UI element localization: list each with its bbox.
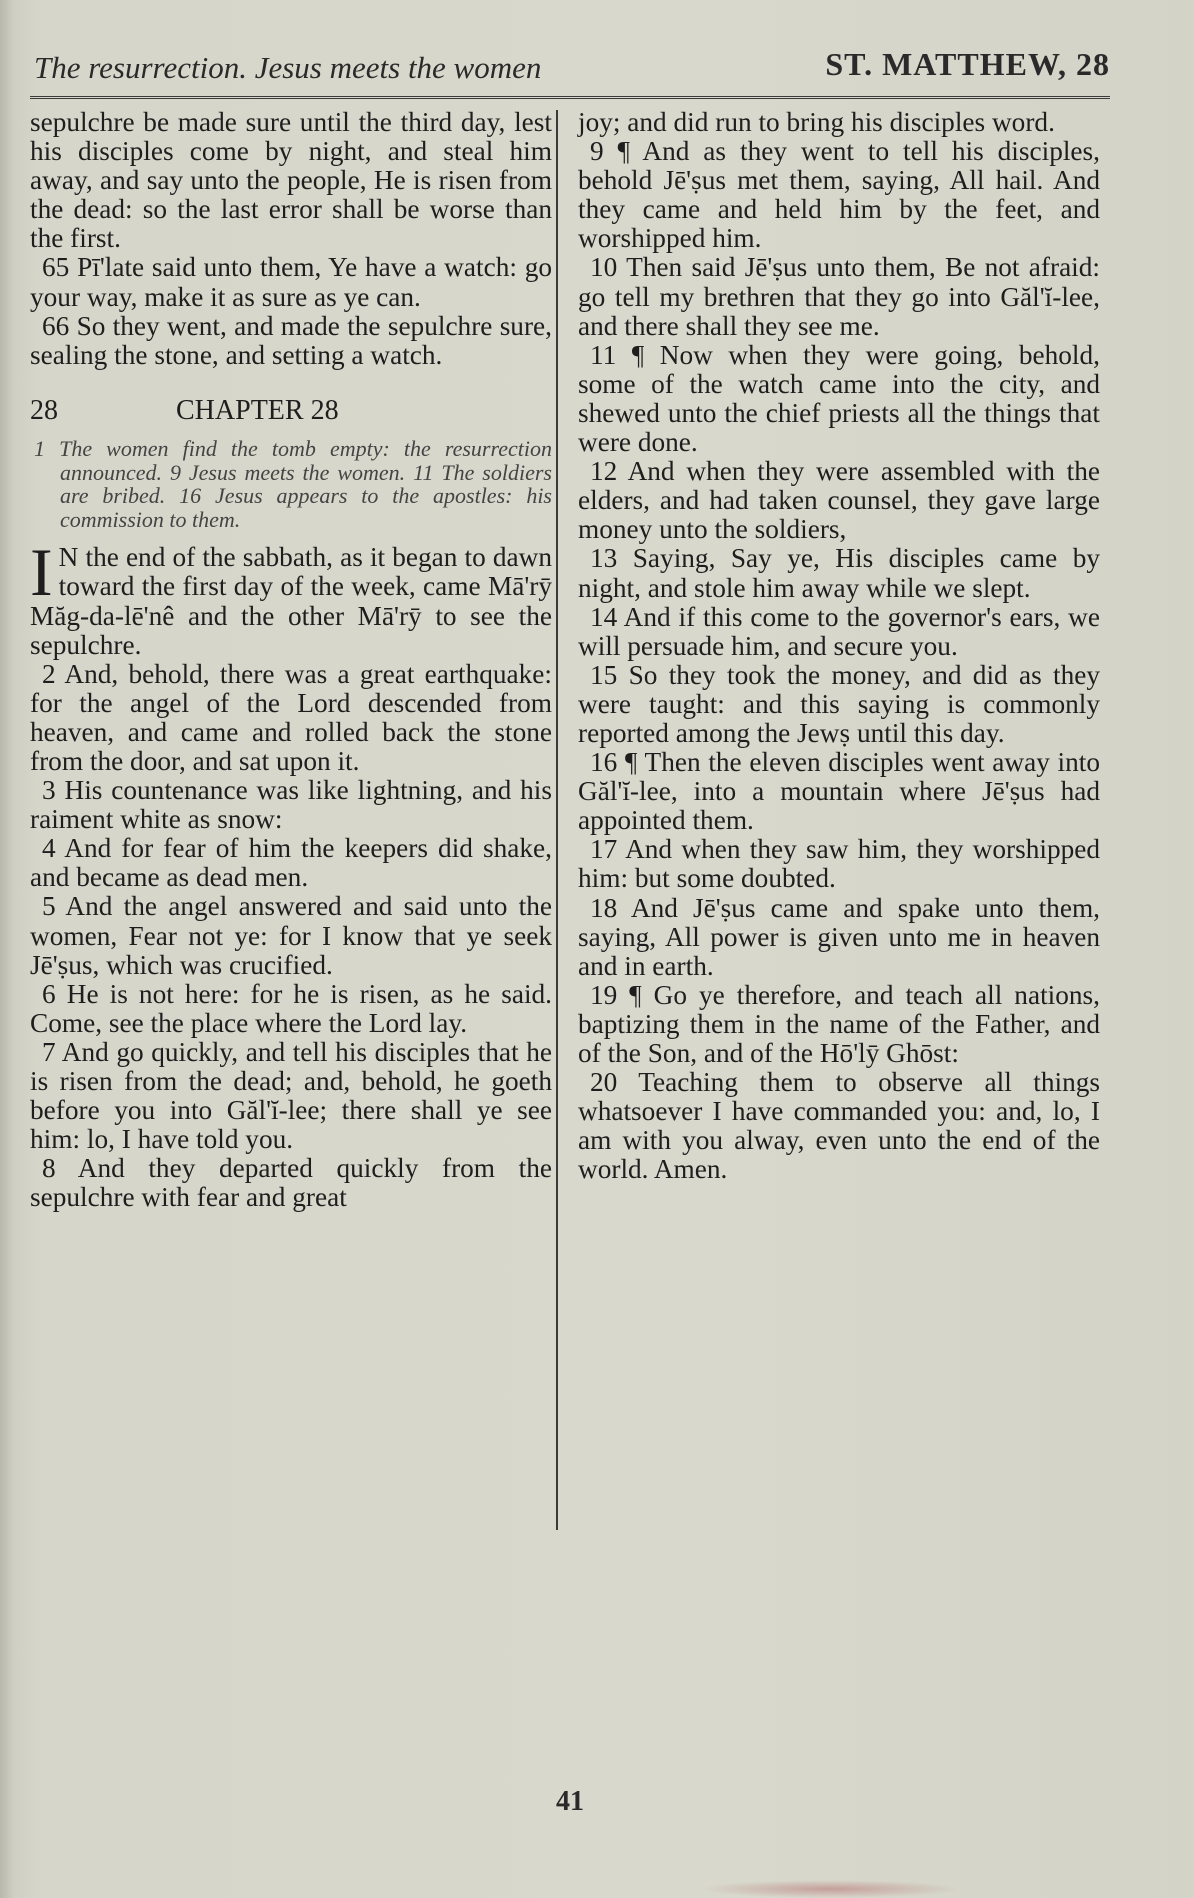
running-head: The resurrection. Jesus meets the women: [34, 50, 542, 85]
verse-11: 11 ¶ Now when they were going, behold, some of the watch came into the city, and shewed unto the chief priests all the things that were done.: [578, 339, 1100, 458]
left-column: [30, 108, 552, 1212]
verse-1: [30, 534, 552, 660]
verse-4: 4 And for fear of him the keepers did shake, and became as dead men.: [30, 833, 552, 893]
verse-13: 13 Saying, Say ye, His disciples came by night, and stole him away while we slept.: [578, 543, 1100, 603]
verse-14: 14 And if this come to the governor's ears, we will persuade him, and secure you.: [578, 601, 1100, 661]
verse-5: 5 And the angel answered and said unto the women, Fear not ye: for I know that ye seek Jē'ṣus, which was crucified.: [30, 891, 552, 980]
verse-7: 7 And go quickly, and tell his disciples that he is risen from the dead; and, behold, he goeth before you into Găl'ĭ-lee; there shall ye see him: lo, I have told you.: [30, 1036, 552, 1155]
drop-cap: I: [30, 534, 53, 611]
verse-9: 9 ¶ And as they went to tell his disciples, behold Jē'ṣus met them, saying, All hail. And they came and held him by the feet, and worshipped him.: [578, 136, 1100, 254]
page-header: [30, 46, 1110, 99]
book-chapter-heading: ST. MATTHEW, 28: [825, 46, 1110, 82]
verse-65: 65 Pī'late said unto them, Ye have a watch: go your way, make it as sure as ye can.: [30, 252, 552, 312]
verse-1-text: N the end of the sabbath, as it began to dawn toward the first day of the week, came Mā'rȳ Măg-da-lē'nê and the other Mā'rȳ to see the sepulchre.: [30, 542, 552, 660]
verse-20: 20 Teaching them to observe all things whatsoever I have commanded you: and, lo, I am with you alway, even unto the end of the world. Amen.: [578, 1067, 1100, 1185]
verse-10: 10 Then said Jē'ṣus unto them, Be not afraid: go tell my brethren that they go into Găl'ĭ-lee, and there shall they see me.: [578, 252, 1100, 341]
verse-3: 3 His countenance was like lightning, and his raiment white as snow:: [30, 775, 552, 835]
column-divider: [556, 110, 558, 1530]
continuation-text-right: joy; and did run to bring his disciples word.: [578, 107, 1055, 137]
verse-66: 66 So they went, and made the sepulchre sure, sealing the stone, and setting a watch.: [30, 310, 552, 370]
continuation-text: sepulchre be made sure until the third day, lest his disciples come by night, and steal him away, and say unto the people, He is risen from the dead: so the last error shall be worse than the first.: [30, 107, 552, 254]
chapter-summary: 1 The women find the tomb empty: the resurrection announced. 9 Jesus meets the women. 11 The soldiers are bribed. 16 Jesus appears to the apostles: his commission to them.: [34, 435, 552, 532]
chapter-heading: CHAPTER 28: [176, 394, 339, 426]
page-number: 41: [556, 1786, 584, 1817]
page-stain: [700, 1880, 960, 1898]
verse-15: 15 So they took the money, and did as they were taught: and this saying is commonly reported among the Jewṣ until this day.: [578, 659, 1100, 748]
verse-18: 18 And Jē'ṣus came and spake unto them, saying, All power is given unto me in heaven and in earth.: [578, 892, 1100, 981]
verse-17: 17 And when they saw him, they worshipped him: but some doubted.: [578, 834, 1100, 894]
chapter-number: 28: [30, 394, 58, 426]
verse-6: 6 He is not here: for he is risen, as he said. Come, see the place where the Lord lay.: [30, 978, 552, 1038]
verse-19: 19 ¶ Go ye therefore, and teach all nations, baptizing them in the name of the Father, and of the Son, and of the Hō'lȳ Ghōst:: [578, 979, 1100, 1068]
right-column: [578, 108, 1100, 1184]
verse-12: 12 And when they were assembled with the elders, and had taken counsel, they gave large money unto the soldiers,: [578, 456, 1100, 545]
verse-8: 8 And they departed quickly from the sepulchre with fear and great: [30, 1153, 552, 1213]
chapter-heading-line: [30, 396, 552, 425]
verse-2: 2 And, behold, there was a great earthquake: for the angel of the Lord descended from heaven, and came and rolled back the stone from the door, and sat upon it.: [30, 658, 552, 776]
verse-16: 16 ¶ Then the eleven disciples went away into Găl'ĭ-lee, into a mountain where Jē'ṣus had appointed them.: [578, 747, 1100, 836]
